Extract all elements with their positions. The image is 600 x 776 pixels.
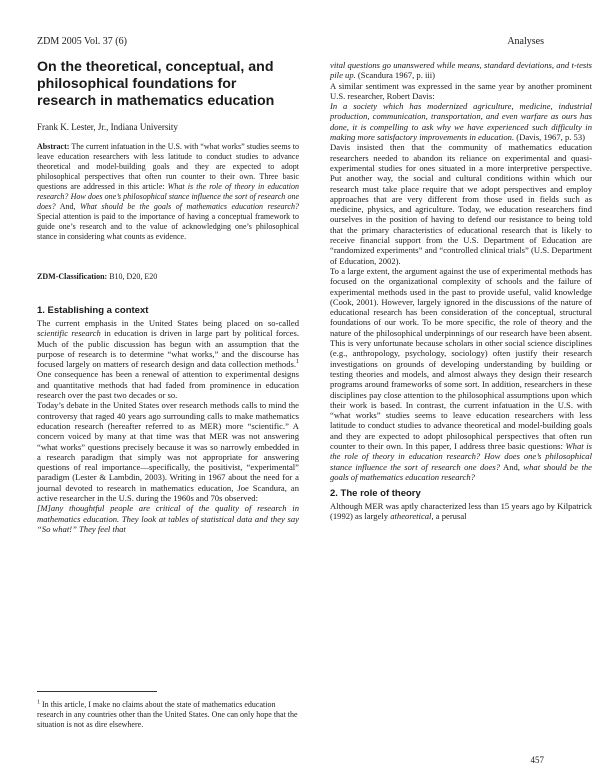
paragraph bbox=[37, 318, 299, 400]
emphasis-text: scientific research bbox=[37, 328, 101, 339]
section-1-heading: 1. Establishing a context bbox=[37, 305, 149, 316]
text-run: , a perusal bbox=[431, 511, 467, 522]
journal-header: ZDM 2005 Vol. 37 (6) bbox=[37, 36, 127, 47]
paragraph bbox=[330, 266, 592, 482]
text-run: To a large extent, the argument against the use of experimental methods has focused on the organizational complexity of schools and the failure of experimental methods used in the past to provide useful, valid knowledge (Cook, 2001). However, largely ignored in the discussions of the nature of educational research has been consideration of the conceptual, structural foundations of our work. To be more specific, the role of theory and the nature of the philosophical underpinnings of our research have been absent. This is very unfortunate because scholars in other social science disciplines (e.g., anthropology, psychology, sociology) often justify their research investigations on grounds of developing understanding by building or testing theories and models, and almost always they design their research programs around frameworks of some sort. In addition, researchers in these disciplines pay close attention to the philosophical assumptions upon which their work is based. In contrast, the current infatuation in the U.S. with “what works” studies seems to leave education researchers with less latitude to conduct studies to advance theoretical and model-building goals and they are expected to adopt philosophical perspectives that often run counter to their own. In this paper, I address three basic questions: bbox=[330, 265, 592, 451]
abstract-question-1: What is the role of theory in education research? How does one’s philosophical stance influence the sort of research one does? bbox=[37, 182, 299, 211]
page-number: 457 bbox=[530, 755, 544, 765]
text-run: in education is driven in large part by political forces. Much of the public discussion has begun with an assumption that the purpose of research is to determine “what works,” and the discourse has focused largely on matters of research design and data collection methods. bbox=[37, 328, 299, 370]
emphasis-text: What is the role of theory in education research? How does one’s philosophical stance influence the sort of research one does? bbox=[330, 440, 592, 472]
text-run: And, bbox=[500, 461, 524, 472]
block-quote-continued bbox=[330, 60, 592, 81]
footnote-reference[interactable]: 1 bbox=[296, 359, 299, 366]
author-line: Frank K. Lester, Jr., Indiana University bbox=[37, 122, 178, 132]
quote-citation: (Davis, 1967, p. 53) bbox=[514, 132, 585, 143]
paragraph bbox=[330, 501, 592, 522]
section-header: Analyses bbox=[507, 36, 544, 47]
footnote bbox=[37, 700, 299, 730]
classification-label: ZDM-Classification: bbox=[37, 272, 108, 281]
emphasis-text: atheoretical bbox=[390, 511, 432, 522]
quote-text: vital questions go unanswered while means, standard deviations, and t-tests pile up. bbox=[330, 60, 592, 81]
text-run: Although MER was aptly characterized less than 15 years ago by Kilpatrick (1992) as largely bbox=[330, 501, 592, 522]
emphasis-text: what should be the goals of mathematics education research? bbox=[330, 461, 592, 482]
classification bbox=[37, 272, 299, 281]
block-quote: [M]any thoughtful people are critical of the quality of research in mathematics education. They look at tables of statistical data and they say “So what!” They feel that bbox=[37, 503, 299, 534]
abstract-label: Abstract: bbox=[37, 142, 70, 151]
footnote-text: In this article, I make no claims about the state of mathematics education research in any countries other than the United States. One can only hope that the situation is not as dire elsewhere. bbox=[37, 700, 298, 729]
text-run: One consequence has been a renewal of attention to experimental designs and quantitative methods that had faded from prominence in education research over the past two decades or so. bbox=[37, 369, 299, 401]
right-column bbox=[330, 60, 592, 522]
abstract-text-2: And, bbox=[55, 202, 81, 211]
abstract bbox=[37, 142, 299, 242]
abstract-text-1: The current infatuation in the U.S. with “what works” studies seems to leave education researchers with less latitude to conduct studies to advance theoretical and model-building goals and they are expected to adopt philosophical perspectives that often run counter to their own. Three basic questions are addressed in this article: bbox=[37, 142, 299, 191]
quote-text: In a society which has modernized agriculture, medicine, industrial production, communication, transportation, and even warfare as ours has done, it is compelling to ask why we have experienced such difficulty in making more satisfactory improvements in education. bbox=[330, 101, 592, 143]
block-quote bbox=[330, 101, 592, 142]
footnote-divider bbox=[37, 691, 157, 692]
abstract-text-3: Special attention is paid to the importance of having a conceptual framework to guide one’s research and to the value of acknowledging one’s philosophical stance in considering what counts as evidence. bbox=[37, 212, 299, 241]
footnote-mark: 1 bbox=[37, 699, 40, 706]
paragraph: A similar sentiment was expressed in the same year by another prominent U.S. researcher, Robert Davis: bbox=[330, 80, 592, 101]
abstract-question-2: What should be the goals of mathematics education research? bbox=[80, 202, 299, 211]
paragraph: Davis insisted then that the community of mathematics education researchers needed to abandon its reliance on experimental and quasi-experimental studies for ones situated in a more interpretive perspective. Put another way, the social and cultural conditions within which our research must take place require that we adopt perspectives and employ approaches that are very different from those used in fields such as medicine, physics, and agriculture. Today, we education researchers find ourselves in the position of having to defend our resistance to being told that the primary characteristics of educational research that is likely to receive financial support from the U.S. Department of Education are “randomized experiments” and “controlled clinical trials” (U.S. Department of Education, 2002). bbox=[330, 142, 592, 266]
classification-codes: B10, D20, E20 bbox=[109, 272, 158, 281]
paragraph: Today’s debate in the United States over research methods calls to mind the controversy that raged 40 years ago surrounding calls to make mathematics education research (hereafter referred to as MER) more “scientific.” A concern voiced by many at that time was that MER was not answering “what works” questions precisely because it was so narrowly embedded in a research paradigm that simply was not appropriate for answering questions of real importance—specifically, the positivist, “experimental” paradigm (Lester & Lambdin, 2003). Writing in 1967 about the need for a journal devoted to research in mathematics education, Joe Scandura, an active researcher in the U.S. during the 1960s and 70s observed: bbox=[37, 400, 299, 504]
left-column bbox=[37, 59, 299, 534]
quote-citation: (Scandura 1967, p. iii) bbox=[355, 70, 436, 81]
text-run: The current emphasis in the United States being placed on so-called bbox=[37, 318, 299, 328]
section-2-heading: 2. The role of theory bbox=[330, 488, 421, 500]
paper-title: On the theoretical, conceptual, and philosophical foundations for research in mathematics education bbox=[37, 59, 275, 109]
